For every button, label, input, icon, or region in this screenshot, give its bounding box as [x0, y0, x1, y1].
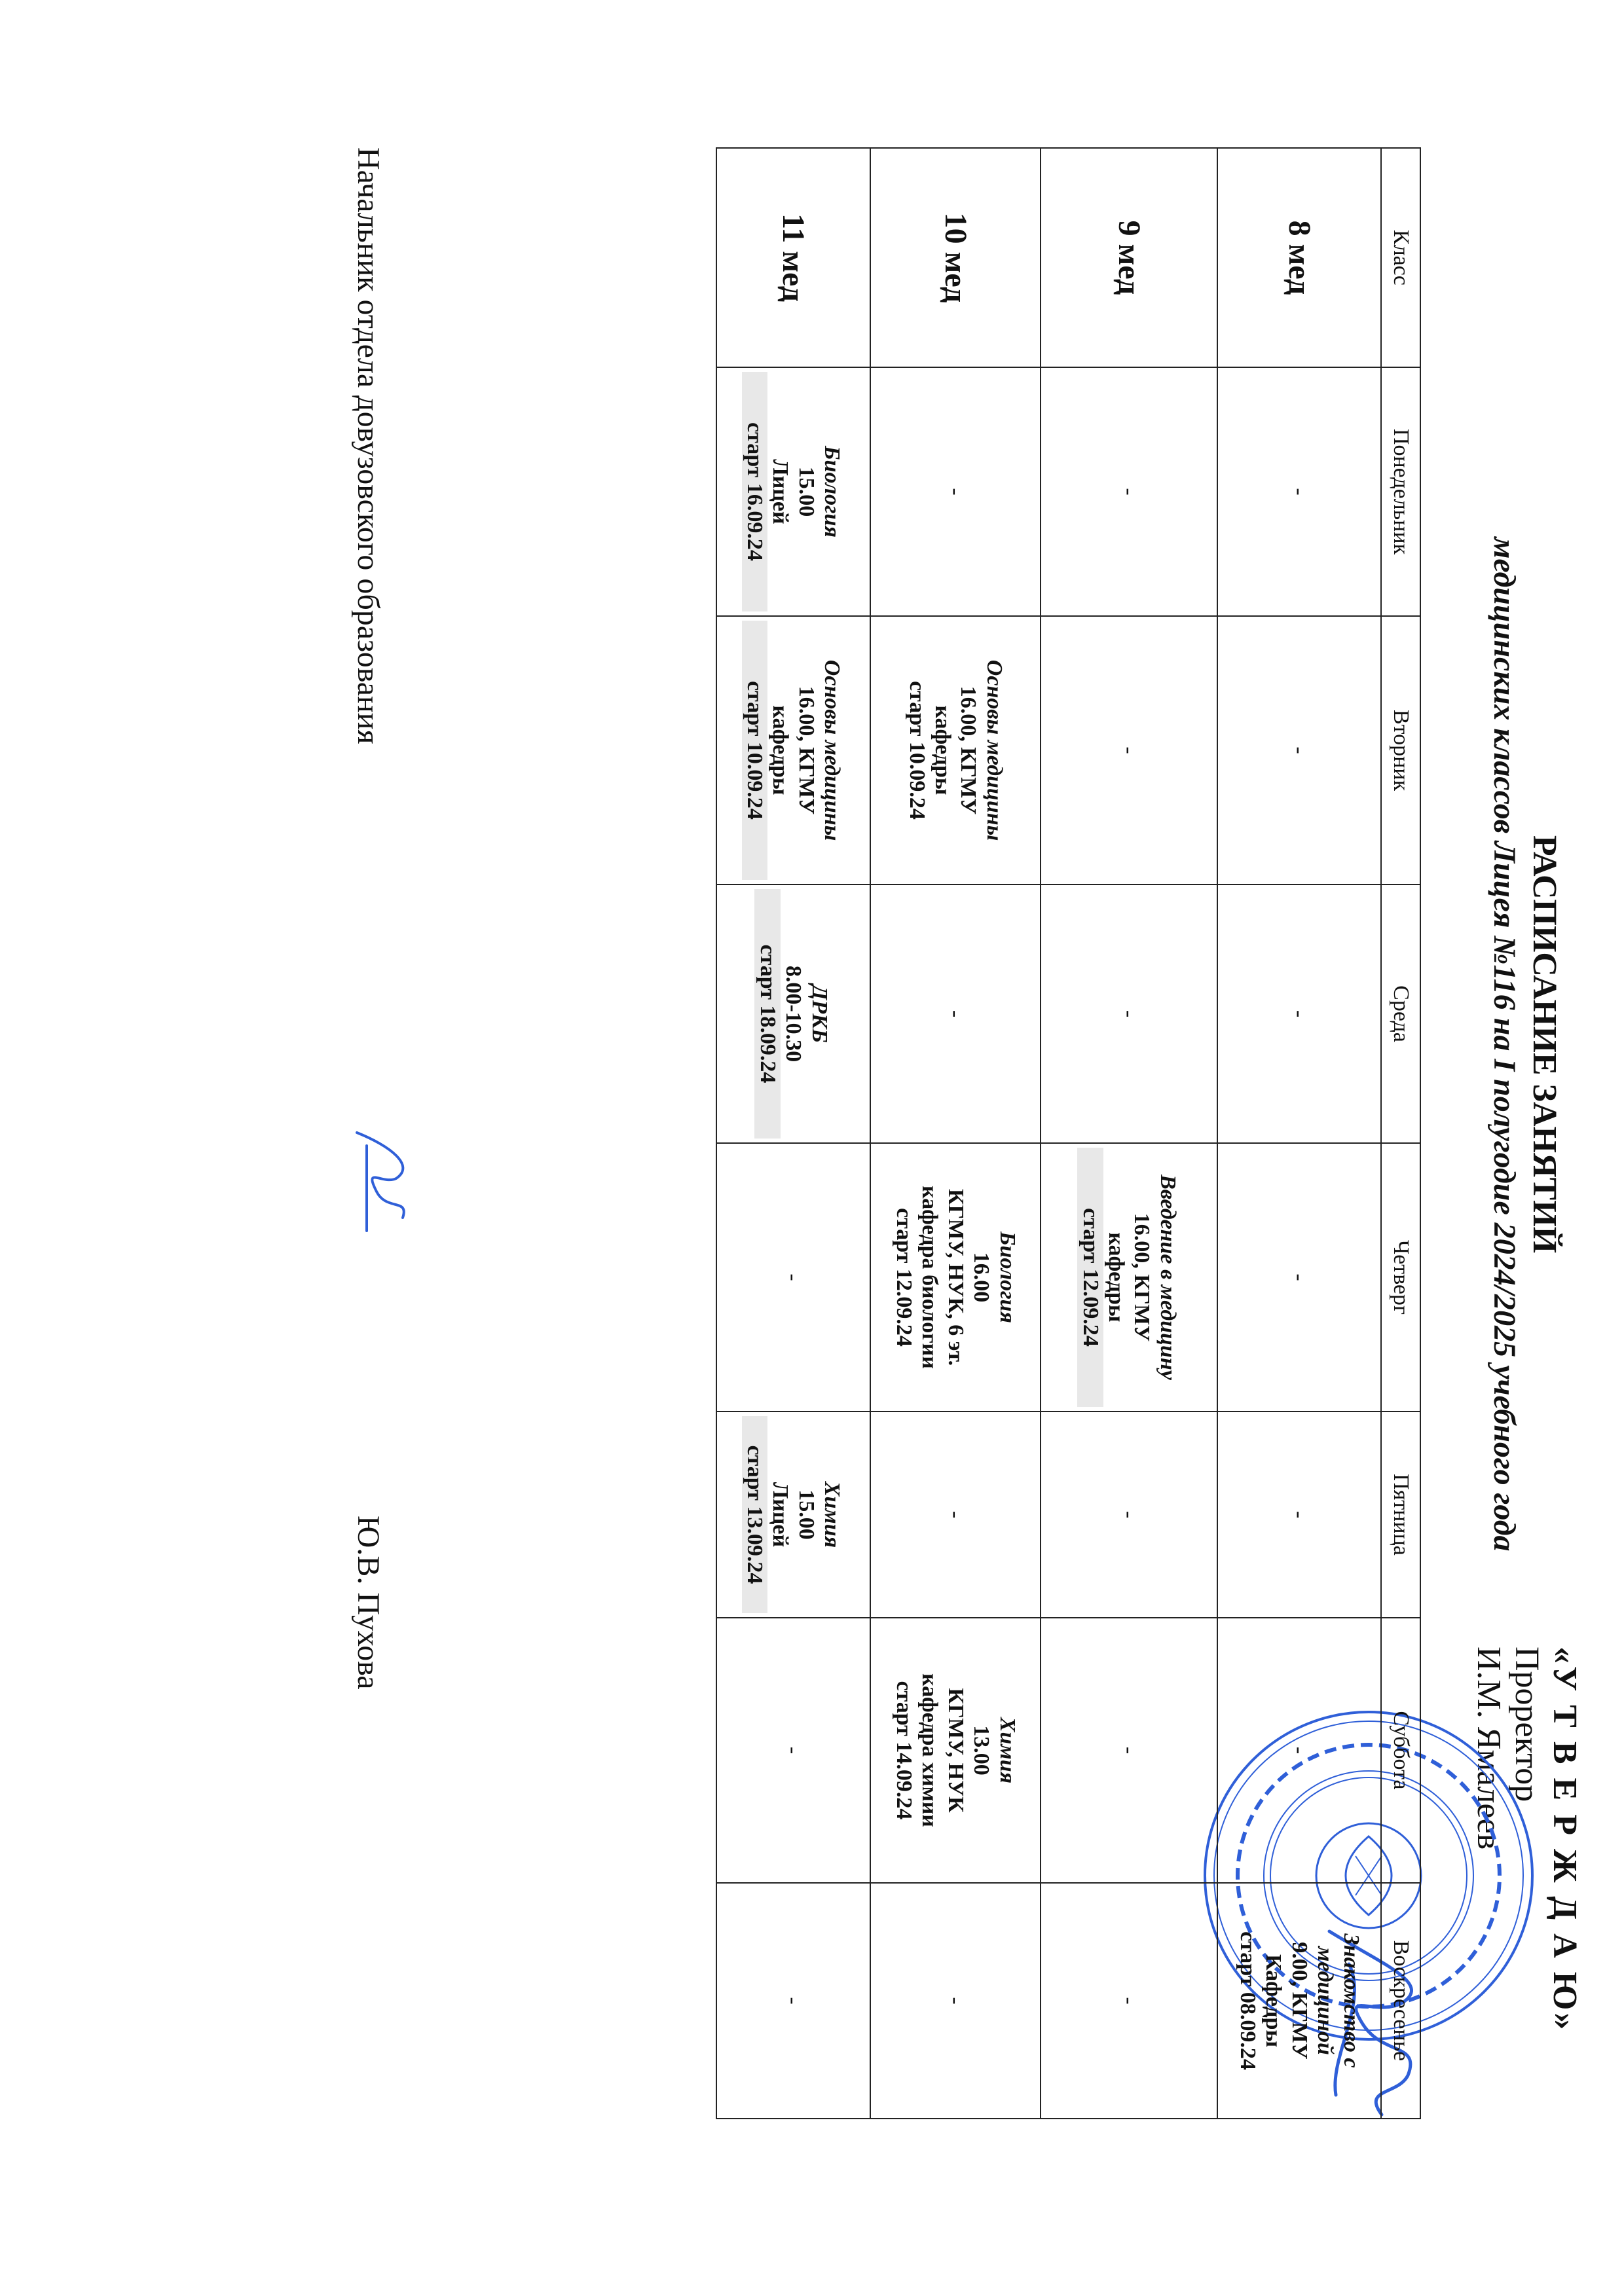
cell-empty: - — [716, 1883, 870, 2119]
lesson-department: кафедра биологии — [917, 1186, 942, 1369]
lesson-time: 16.00, КГМУ — [956, 685, 981, 815]
lesson-place: кафедры — [931, 705, 955, 795]
lesson-place: Кафедры — [1261, 1954, 1286, 2048]
lesson-time: 8.00-10.30 — [781, 965, 806, 1063]
table-row — [870, 148, 1041, 2119]
cell-empty: - — [1217, 616, 1381, 884]
lesson-start: старт 12.09.24 — [891, 1208, 916, 1347]
cell-empty: - — [1217, 1618, 1381, 1883]
table-header-row — [1381, 148, 1420, 2119]
lesson-cell — [716, 1412, 870, 1618]
lesson-start: старт 12.09.24 — [1077, 1148, 1103, 1407]
cell-empty: - — [1217, 1143, 1381, 1412]
title-main: РАСПИСАНИЕ ЗАНЯТИЙ — [1526, 835, 1563, 1254]
cell-empty: - — [1041, 1412, 1217, 1618]
lesson-subject: Биология — [995, 1231, 1020, 1324]
lesson-time: 15.00 — [794, 1489, 819, 1540]
document-title — [1486, 537, 1564, 1552]
approver-position: Проректор — [1507, 1647, 1545, 1802]
lesson-subject: Химия — [820, 1481, 845, 1548]
lesson-subject: Введение в медицину — [1155, 1175, 1180, 1380]
schedule-sheet — [314, 144, 1624, 2108]
lesson-cell — [716, 884, 870, 1143]
lesson-subject: Знакомство с медициной — [1313, 1933, 1363, 2068]
table-row — [716, 148, 870, 2119]
lesson-subject: Биология — [820, 445, 845, 538]
cell-empty: - — [1041, 1618, 1217, 1883]
header-monday: Понедельник — [1381, 367, 1420, 616]
lesson-cell — [716, 367, 870, 616]
cell-empty: - — [716, 1143, 870, 1412]
lesson-place: кафедры — [1104, 1232, 1128, 1322]
class-name: 10 мед — [870, 148, 1041, 367]
lesson-place: Лицей — [768, 1482, 793, 1548]
title-subtitle: медицинских классов Лицея №116 на I полугодие 2024/2025 учебного года — [1487, 537, 1522, 1552]
lesson-cell — [870, 1618, 1041, 1883]
signature — [337, 1120, 429, 1250]
header-wednesday: Среда — [1381, 884, 1420, 1143]
schedule-table — [716, 147, 1421, 2119]
cell-empty: - — [1041, 367, 1217, 616]
lesson-place: КГМУ, НУК, 6 эт. — [943, 1188, 968, 1366]
cell-empty: - — [1217, 367, 1381, 616]
cell-empty: - — [716, 1618, 870, 1883]
approver-name: И.М. Ямалеев — [1469, 1647, 1507, 1850]
lesson-subject: Основы медицины — [820, 659, 845, 841]
lesson-time: 13.00 — [969, 1725, 994, 1776]
class-name: 8 мед — [1217, 148, 1381, 367]
lesson-start: старт 13.09.24 — [742, 1416, 767, 1613]
lesson-time: 16.00, КГМУ — [794, 685, 819, 815]
lesson-cell — [870, 616, 1041, 884]
lesson-place: Лицей — [768, 459, 793, 524]
lesson-cell — [870, 1143, 1041, 1412]
header-class: Класс — [1381, 148, 1420, 367]
header-tuesday: Вторник — [1381, 616, 1420, 884]
footer-position: Начальник отдела довузовского образования — [351, 147, 386, 744]
class-name: 11 мед — [716, 148, 870, 367]
cell-empty: - — [1041, 884, 1217, 1143]
class-name: 9 мед — [1041, 148, 1217, 367]
cell-empty: - — [870, 367, 1041, 616]
lesson-time: 15.00 — [794, 466, 819, 517]
lesson-place: кафедры — [768, 705, 793, 795]
lesson-time: 9.00, КГМУ — [1287, 1942, 1312, 2060]
lesson-department: кафедра химии — [917, 1673, 942, 1827]
table-row — [1041, 148, 1217, 2119]
lesson-start: старт 18.09.24 — [754, 889, 780, 1139]
cell-empty: - — [870, 884, 1041, 1143]
header-thursday: Четверг — [1381, 1143, 1420, 1412]
lesson-subject: Химия — [995, 1717, 1020, 1784]
footer-name: Ю.В. Пухова — [351, 1516, 386, 1690]
lesson-start: старт 08.09.24 — [1235, 1931, 1260, 2070]
lesson-place: КГМУ, НУК — [943, 1688, 968, 1813]
lesson-subject: Основы медицины — [982, 659, 1006, 841]
cell-empty: - — [870, 1883, 1041, 2119]
cell-empty: - — [1041, 616, 1217, 884]
table-row — [1217, 148, 1381, 2119]
cell-empty: - — [870, 1412, 1041, 1618]
header-saturday: Суббота — [1381, 1618, 1420, 1883]
lesson-start: старт 10.09.24 — [904, 681, 929, 820]
lesson-start: старт 16.09.24 — [742, 372, 767, 611]
lesson-time: 16.00 — [969, 1252, 994, 1303]
lesson-cell — [1217, 1883, 1381, 2119]
cell-empty: - — [1217, 1412, 1381, 1618]
cell-empty: - — [1041, 1883, 1217, 2119]
approval-heading: «У Т В Е Р Ж Д А Ю» — [1546, 1647, 1583, 2033]
lesson-subject: ДРКБ — [807, 985, 832, 1043]
lesson-cell — [716, 616, 870, 884]
cell-empty: - — [1217, 884, 1381, 1143]
lesson-time: 16.00, КГМУ — [1130, 1212, 1154, 1342]
header-sunday: Воскресенье — [1381, 1883, 1420, 2119]
header-friday: Пятница — [1381, 1412, 1420, 1618]
lesson-cell — [1041, 1143, 1217, 1412]
lesson-start: старт 14.09.24 — [891, 1681, 916, 1820]
lesson-start: старт 10.09.24 — [742, 621, 767, 880]
